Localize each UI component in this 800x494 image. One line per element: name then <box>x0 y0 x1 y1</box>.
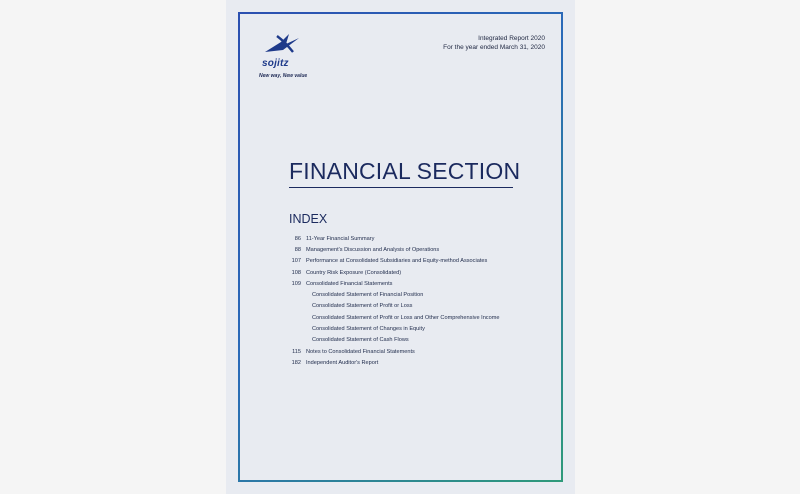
toc-title: Performance at Consolidated Subsidiaries and Equity-method Associates <box>306 258 488 265</box>
toc-page-number: 109 <box>291 280 301 287</box>
report-period: For the year ended March 31, 2020 <box>443 44 545 51</box>
page-title: FINANCIAL SECTION <box>289 158 521 184</box>
toc-title: Consolidated Statement of Profit or Loss <box>312 303 413 310</box>
toc-item[interactable] <box>284 357 544 368</box>
toc-title: Consolidated Financial Statements <box>306 280 393 287</box>
toc-page-number: 182 <box>291 359 301 366</box>
toc-subitem[interactable] <box>284 335 544 346</box>
brand-wordmark: sojitz <box>262 58 289 69</box>
toc-title: Consolidated Statement of Financial Position <box>312 292 424 299</box>
toc-item[interactable] <box>284 256 544 267</box>
toc-title: Consolidated Statement of Cash Flows <box>312 337 409 344</box>
toc-page-number: 107 <box>291 258 301 265</box>
toc-page-number: 86 <box>294 235 301 242</box>
toc-title: Management's Discussion and Analysis of Operations <box>306 246 440 253</box>
index-heading: INDEX <box>289 212 328 226</box>
table-of-contents <box>284 233 544 369</box>
toc-title: Consolidated Statement of Profit or Loss and Other Comprehensive Income <box>312 314 500 321</box>
toc-page-number: 88 <box>294 246 301 253</box>
toc-item[interactable] <box>284 346 544 357</box>
toc-subitem[interactable] <box>284 289 544 300</box>
document-page <box>226 0 575 494</box>
toc-subitem[interactable] <box>284 312 544 323</box>
title-underline <box>289 187 513 188</box>
toc-item[interactable] <box>284 278 544 289</box>
toc-subitem[interactable] <box>284 323 544 334</box>
toc-title: Independent Auditor's Report <box>306 359 379 366</box>
report-title: Integrated Report 2020 <box>478 35 545 42</box>
toc-title: Country Risk Exposure (Consolidated) <box>306 269 402 276</box>
toc-subitem[interactable] <box>284 301 544 312</box>
toc-page-number: 108 <box>291 269 301 276</box>
brand-tagline: New way, New value <box>259 73 308 79</box>
report-info <box>443 34 545 52</box>
toc-page-number: 115 <box>292 348 301 355</box>
toc-item[interactable] <box>284 233 544 244</box>
toc-title: 11-Year Financial Summary <box>306 235 375 242</box>
toc-title: Consolidated Statement of Changes in Equity <box>312 326 425 333</box>
toc-item[interactable] <box>284 267 544 278</box>
toc-item[interactable] <box>284 244 544 255</box>
toc-title: Notes to Consolidated Financial Statements <box>306 348 415 355</box>
